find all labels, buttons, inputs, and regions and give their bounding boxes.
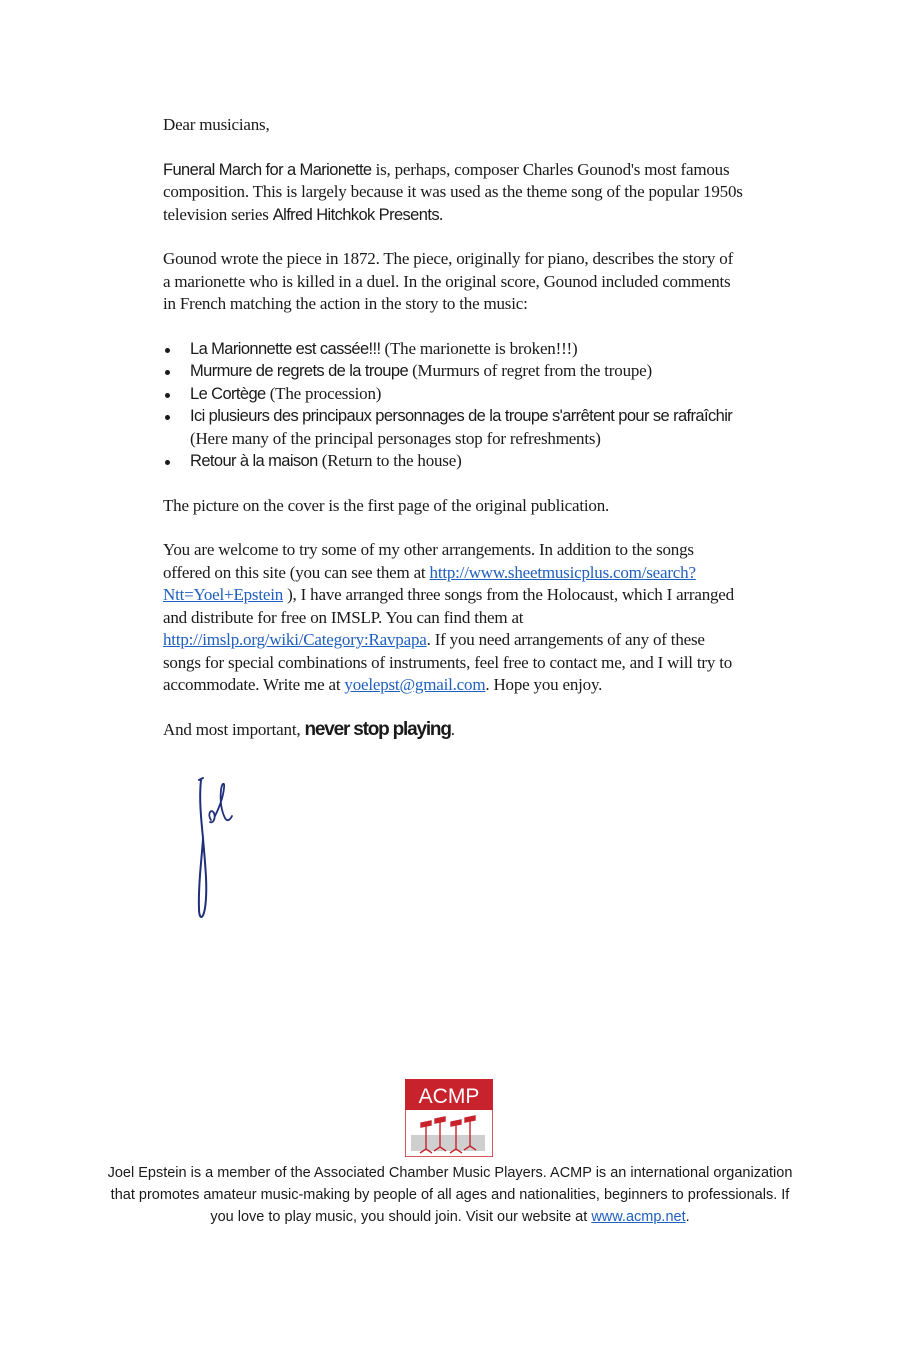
imslp-link[interactable]: http://imslp.org/wiki/Category:Ravpapa <box>163 630 427 649</box>
intro-text-1: is, perhaps, composer Charles Gounod's most famous composition. This is largely because it was used as the theme song of the popular 1950s television series <box>163 159 743 224</box>
cover-note: The picture on the cover is the first page of the original publication. <box>163 495 610 515</box>
letter-body <box>163 114 743 741</box>
work-title: Funeral March for a Marionette <box>163 160 372 179</box>
arrangements-text-4: . Hope you enjoy. <box>485 675 603 694</box>
comment-french: La Marionnette est cassée!!! <box>190 339 381 358</box>
comment-english: (The procession) <box>265 383 382 403</box>
comment-english: (Murmurs of regret from the troupe) <box>408 361 652 380</box>
sheetmusicplus-link[interactable]: http://www.sheetmusicplus.com/search?Ntt=Yoel+Epstein <box>163 562 696 604</box>
greeting: Dear musicians, <box>163 115 270 134</box>
comment-french: Le Cortège <box>190 384 266 403</box>
intro-text-2: . <box>438 204 444 224</box>
closing-text: And most important, <box>163 719 305 739</box>
closing-end: . <box>450 719 455 739</box>
show-title: Alfred Hitchkok Presents <box>272 205 439 224</box>
arrangements-text-2: ), I have arranged three songs from the Holocaust, which I arranged and distribute for free on IMSLP. You can find them at <box>163 585 734 627</box>
footer <box>100 1162 800 1228</box>
arrangements-text-3: . If you need arrangements of any of these songs for special combinations of instruments, feel free to contact me, and I will try to accommodate. Write me at <box>163 630 733 694</box>
intro-paragraph <box>163 159 743 227</box>
comment-french: Retour à la maison <box>190 452 318 470</box>
footer-body: Joel Epstein is a member of the Associated Chamber Music Players. ACMP is an international organization that promotes amateur music-making by people of all ages and nationalities, beginners to professionals. If you love to play music, you should join. Visit our website at <box>107 1165 793 1225</box>
email-link[interactable]: yoelepst@gmail.com <box>344 675 486 694</box>
comment-french: Ici plusieurs des principaux personnages de la troupe s'arrêtent pour se rafraîchir <box>190 407 733 425</box>
comment-english: (Here many of the principal personages stop for refreshments) <box>190 428 601 448</box>
list-item <box>190 338 743 361</box>
footer-end: . <box>685 1209 690 1225</box>
acmp-logo <box>405 1079 493 1157</box>
comment-english: (Return to the house) <box>317 451 462 470</box>
arrangements-paragraph <box>163 539 743 697</box>
comment-english: (The marionette is broken!!!) <box>380 338 578 358</box>
list-item <box>190 360 743 383</box>
history-paragraph: Gounod wrote the piece in 1872. The piece, originally for piano, describes the story of a marionette who is killed in a duel. In the original score, Gounod included comments in French matching the action in the story to the music: <box>163 249 734 313</box>
closing-line <box>163 719 743 742</box>
closing-emphasis: never stop playing <box>304 718 451 740</box>
footer-text <box>100 1162 800 1228</box>
logo-text: ACMP <box>418 1085 480 1108</box>
acmp-website-link[interactable]: www.acmp.net <box>591 1209 686 1225</box>
list-item <box>190 383 743 406</box>
comments-list <box>163 338 743 473</box>
comment-french: Murmure de regrets de la troupe <box>190 362 409 380</box>
signature <box>185 768 245 923</box>
arrangements-text-1: You are welcome to try some of my other arrangements. In addition to the songs offered on this site (you can see them at <box>163 540 694 582</box>
list-item <box>190 450 743 473</box>
list-item <box>190 405 743 450</box>
